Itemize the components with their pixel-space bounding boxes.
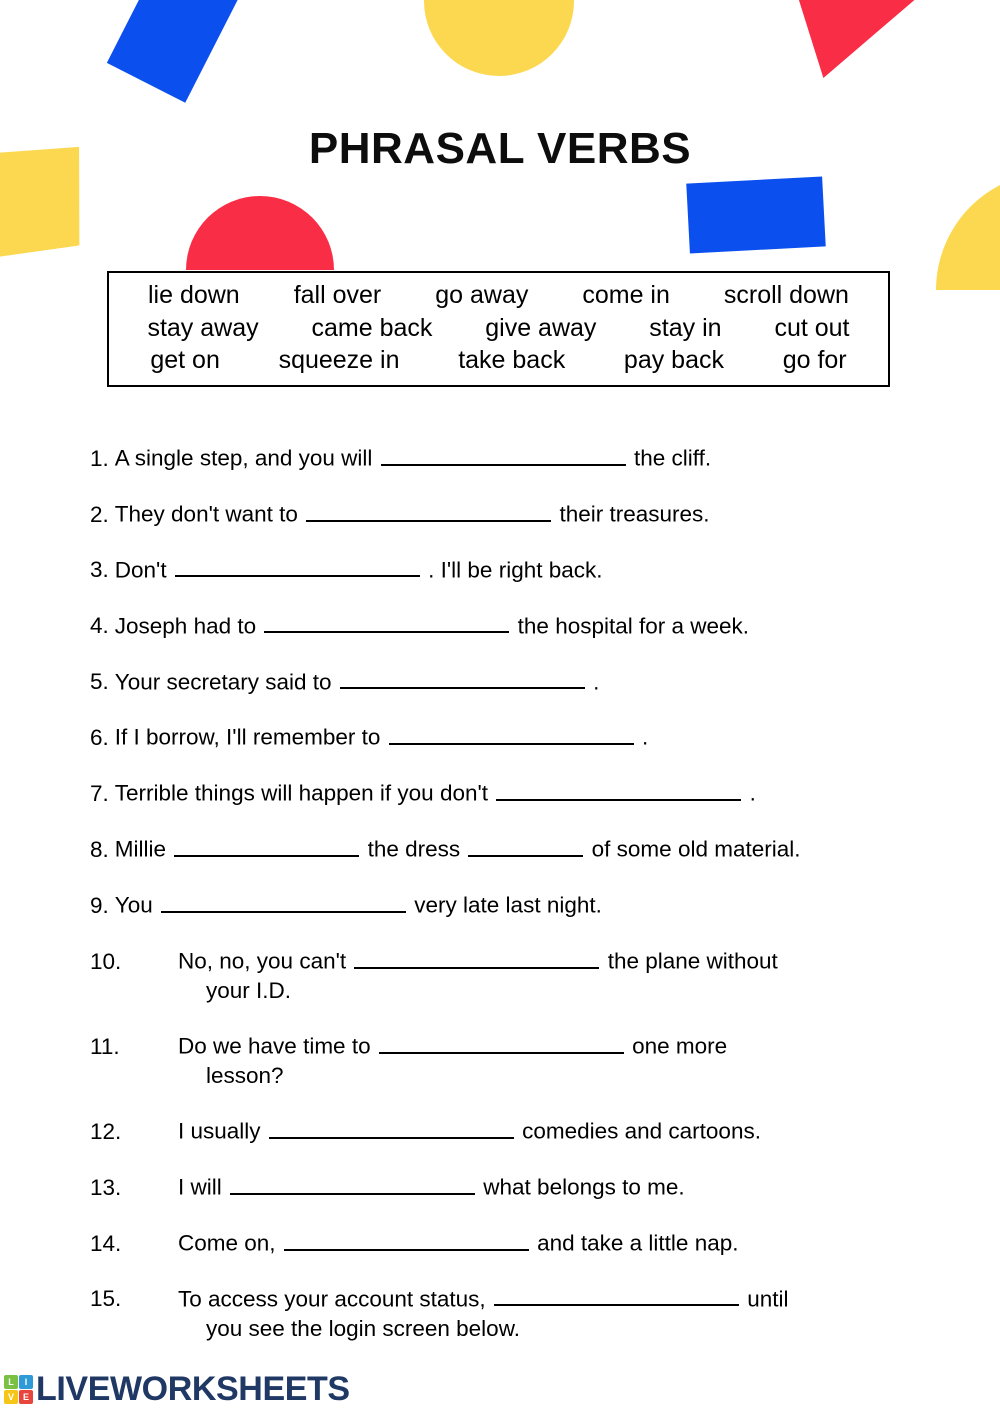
question-suffix: the plane without	[607, 948, 778, 974]
liveworksheets-footer	[0, 1370, 350, 1409]
question-number: 9.	[90, 892, 109, 918]
question-prefix: A single step, and you will	[114, 445, 373, 471]
question-suffix: the hospital for a week.	[517, 613, 750, 639]
question-suffix: and take a little nap.	[537, 1230, 739, 1256]
liveworksheets-logo-icon	[4, 1375, 33, 1404]
question-item	[90, 1225, 950, 1258]
word-bank-item[interactable]: fall over	[293, 281, 382, 309]
question-text	[115, 440, 950, 473]
question-continuation: you see the login screen below.	[206, 1315, 520, 1341]
question-list	[90, 440, 950, 1366]
decor-red-triangle-top-right	[756, 0, 920, 97]
question-number: 8.	[90, 836, 109, 862]
question-suffix: .	[641, 725, 649, 750]
question-prefix: I usually	[178, 1118, 261, 1144]
question-prefix: Your secretary said to	[114, 669, 332, 695]
question-suffix: of some old material.	[591, 836, 801, 862]
question-text	[115, 719, 950, 752]
word-bank-item[interactable]: go for	[782, 346, 847, 374]
question-suffix: comedies and cartoons.	[522, 1118, 761, 1144]
question-item	[90, 831, 950, 864]
word-bank-row	[109, 279, 888, 312]
question-text	[115, 887, 950, 920]
answer-blank[interactable]	[175, 552, 420, 578]
question-suffix: .	[593, 669, 600, 695]
decor-yellow-quarter-circle	[936, 172, 1000, 290]
question-prefix: Millie	[114, 836, 167, 862]
answer-blank[interactable]	[306, 496, 551, 522]
word-bank-row	[109, 312, 888, 345]
question-number: 3.	[90, 557, 109, 583]
page-title: PHRASAL VERBS	[308, 124, 692, 174]
liveworksheets-logo-text: LIVEWORKSHEETS	[36, 1370, 350, 1408]
answer-blank[interactable]	[230, 1169, 475, 1195]
question-text	[115, 608, 950, 641]
question-number: 6.	[90, 725, 109, 750]
question-number: 7.	[90, 780, 109, 806]
question-continuation: your I.D.	[206, 977, 292, 1003]
question-text	[115, 496, 950, 529]
question-number: 4.	[90, 613, 109, 639]
question-prefix: If I borrow, I'll remember to	[114, 725, 381, 750]
question-item	[90, 440, 950, 473]
question-text	[178, 1281, 950, 1343]
answer-blank[interactable]	[389, 719, 634, 745]
word-bank-item[interactable]: pay back	[623, 346, 724, 374]
logo-tile-l: L	[4, 1375, 18, 1389]
question-text	[178, 943, 950, 1005]
question-number: 12.	[90, 1118, 122, 1144]
logo-tile-v: V	[4, 1390, 18, 1404]
answer-blank[interactable]	[264, 608, 509, 634]
answer-blank[interactable]	[174, 831, 359, 857]
decor-blue-rectangle-top-left	[107, 0, 245, 103]
answer-blank[interactable]	[379, 1028, 624, 1054]
question-prefix: Come on,	[178, 1230, 276, 1256]
question-text	[178, 1028, 950, 1090]
question-number: 11.	[90, 1033, 120, 1059]
question-suffix: until	[747, 1286, 789, 1312]
question-suffix: their treasures.	[559, 501, 710, 527]
question-prefix: To access your account status,	[178, 1286, 486, 1312]
word-bank-item[interactable]: take back	[458, 346, 566, 374]
question-prefix: Do we have time to	[178, 1033, 371, 1059]
question-number: 1.	[90, 445, 109, 471]
question-item	[90, 552, 950, 585]
answer-blank[interactable]	[494, 1281, 739, 1307]
question-text	[115, 831, 950, 864]
question-prefix: No, no, you can't	[178, 948, 347, 974]
question-text	[115, 552, 950, 585]
question-number: 5.	[90, 669, 109, 695]
word-bank-item[interactable]: cut out	[774, 313, 850, 342]
question-prefix: Terrible things will happen if you don't	[114, 780, 489, 806]
decor-yellow-circle-top	[424, 0, 574, 76]
answer-blank[interactable]	[284, 1225, 529, 1251]
question-number: 2.	[90, 501, 109, 527]
logo-tile-i: I	[19, 1375, 33, 1389]
question-item	[90, 608, 950, 641]
question-prefix: They don't want to	[114, 501, 298, 527]
question-suffix: what belongs to me.	[483, 1174, 685, 1200]
word-bank-item[interactable]: go away	[435, 281, 529, 309]
answer-blank[interactable]	[340, 664, 585, 690]
question-suffix: very late last night.	[414, 892, 602, 918]
answer-blank[interactable]	[381, 440, 626, 466]
answer-blank[interactable]	[161, 887, 406, 913]
question-prefix: I will	[178, 1174, 222, 1200]
word-bank-item[interactable]: come in	[582, 281, 670, 309]
question-prefix: Joseph had to	[114, 613, 257, 639]
question-text	[115, 664, 950, 697]
question-item	[90, 775, 950, 808]
answer-blank[interactable]	[269, 1113, 514, 1139]
word-bank-item[interactable]: came back	[311, 313, 433, 342]
question-text	[178, 1225, 950, 1258]
question-suffix: . I'll be right back.	[428, 557, 603, 583]
question-number: 15.	[90, 1286, 122, 1312]
decor-red-semicircle	[186, 196, 334, 270]
question-number: 10.	[90, 948, 122, 974]
word-bank-item[interactable]: give away	[485, 313, 597, 342]
word-bank-item[interactable]: scroll down	[723, 281, 849, 309]
word-bank-item[interactable]: stay away	[147, 313, 259, 342]
question-text	[178, 1169, 950, 1202]
decor-blue-rectangle-right	[686, 176, 825, 253]
question-suffix: one more	[632, 1033, 728, 1059]
answer-blank[interactable]	[468, 831, 583, 857]
question-item	[90, 1281, 950, 1343]
question-number: 14.	[90, 1230, 122, 1256]
question-item	[90, 1113, 950, 1146]
answer-blank[interactable]	[354, 943, 599, 969]
question-item	[90, 496, 950, 529]
answer-blank[interactable]	[496, 775, 741, 801]
question-suffix: .	[749, 780, 756, 806]
word-bank-item[interactable]: squeeze in	[278, 346, 400, 374]
question-text	[115, 775, 950, 808]
question-prefix: Don't	[114, 557, 167, 583]
question-item	[90, 719, 950, 752]
question-item	[90, 887, 950, 920]
question-suffix: the cliff.	[633, 445, 712, 471]
question-item	[90, 1169, 950, 1202]
question-item	[90, 664, 950, 697]
question-text	[178, 1113, 950, 1146]
question-prefix: You	[114, 892, 153, 918]
logo-tile-e: E	[19, 1390, 33, 1404]
word-bank-item[interactable]: stay in	[649, 313, 722, 342]
question-item	[90, 1028, 950, 1090]
question-continuation: lesson?	[206, 1062, 284, 1088]
question-number: 13.	[90, 1174, 122, 1200]
word-bank-row	[109, 344, 888, 377]
question-item	[90, 943, 950, 1005]
word-bank	[107, 271, 890, 387]
question-midtext: the dress	[367, 836, 461, 862]
word-bank-item[interactable]: get on	[150, 346, 220, 374]
word-bank-item[interactable]: lie down	[147, 281, 240, 309]
